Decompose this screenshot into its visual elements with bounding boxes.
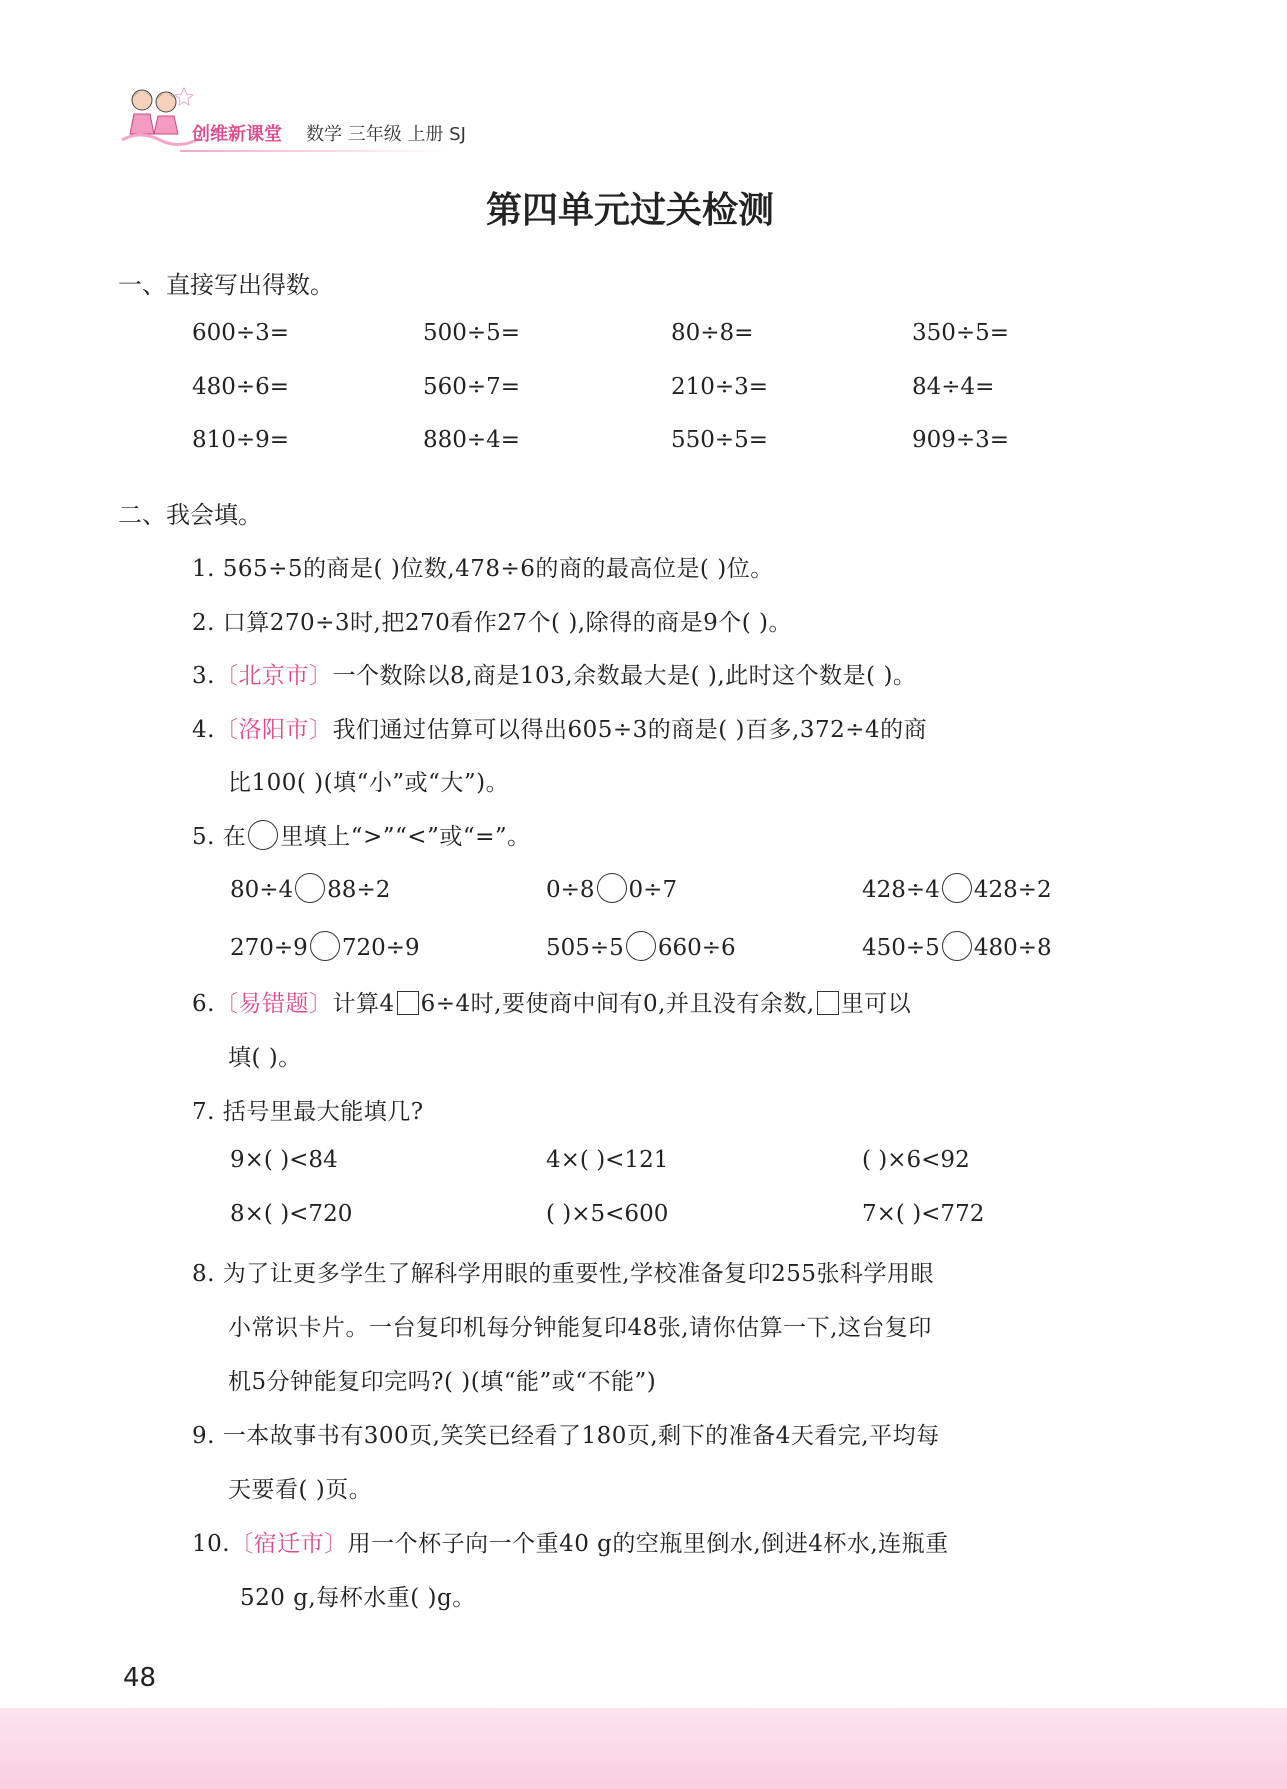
right-expr: 428÷2 [973, 877, 1052, 903]
source-tag: 〔易错题〕 [214, 991, 333, 1017]
brand-name: 创维新课堂 [192, 124, 282, 145]
question-text: 5. 在 [192, 824, 247, 850]
page-header [120, 82, 620, 162]
question-8-line2: 小常识卡片。一台复印机每分钟能复印48张,请你估算一下,这台复印 [228, 1315, 932, 1341]
page-title: 第四单元过关检测 [485, 190, 774, 231]
left-expr: 0÷8 [546, 877, 595, 903]
calc-item: 80÷8= [671, 320, 754, 346]
comparison-item [862, 931, 1052, 961]
question-9: 9. 一本故事书有300页,笑笑已经看了180页,剩下的准备4天看完,平均每 [192, 1423, 940, 1449]
source-tag: 〔洛阳市〕 [214, 717, 333, 743]
question-text: 一个数除以8,商是103,余数最大是( ),此时这个数是( )。 [332, 663, 917, 689]
compare-circle[interactable] [310, 931, 340, 961]
source-tag: 〔宿迁市〕 [230, 1531, 348, 1557]
circle-icon [248, 820, 278, 850]
question-7: 7. 括号里最大能填几? [192, 1099, 424, 1125]
comparison-item [230, 931, 420, 961]
question-text: 里可以 [840, 991, 912, 1017]
page-number: 48 [123, 1663, 157, 1693]
blank-box[interactable] [397, 991, 419, 1015]
right-expr: 88÷2 [327, 877, 391, 903]
left-expr: 450÷5 [862, 935, 940, 961]
calc-item: 210÷3= [671, 374, 769, 400]
question-text: 里填上“>”“<”或“=”。 [280, 824, 531, 850]
inequality-item: 9×( )<84 [230, 1147, 338, 1173]
compare-circle[interactable] [942, 931, 972, 961]
calc-item: 560÷7= [423, 374, 521, 400]
question-3 [192, 657, 916, 690]
question-number: 3. [192, 663, 215, 689]
question-text: 我们通过估算可以得出605÷3的商是( )百多,372÷4的商 [332, 717, 928, 743]
calc-item: 600÷3= [192, 320, 290, 346]
compare-circle[interactable] [295, 873, 325, 903]
inequality-item: ( )×5<600 [546, 1201, 669, 1227]
question-8-line3: 机5分钟能复印完吗?( )(填“能”或“不能”) [228, 1369, 657, 1395]
question-1: 1. 565÷5的商是( )位数,478÷6的商的最高位是( )位。 [192, 556, 774, 582]
comparison-item [230, 873, 390, 903]
question-number: 6. [192, 991, 215, 1017]
comparison-item [862, 873, 1052, 903]
calc-item: 84÷4= [912, 374, 995, 400]
header-divider [180, 150, 450, 152]
right-expr: 660÷6 [657, 935, 736, 961]
compare-circle[interactable] [626, 931, 656, 961]
question-10-line2: 520 g,每杯水重( )g。 [240, 1585, 476, 1611]
inequality-item: ( )×6<92 [862, 1147, 970, 1173]
question-10 [192, 1525, 949, 1558]
source-tag: 〔北京市〕 [214, 663, 333, 689]
question-text: 6÷4时,要使商中间有0,并且没有余数, [420, 991, 815, 1017]
footer-band [0, 1708, 1287, 1789]
compare-circle[interactable] [942, 873, 972, 903]
right-expr: 480÷8 [973, 935, 1052, 961]
compare-circle[interactable] [597, 873, 627, 903]
inequality-item: 7×( )<772 [862, 1201, 985, 1227]
calc-item: 810÷9= [192, 427, 290, 453]
comparison-item [546, 873, 677, 903]
inequality-item: 8×( )<720 [230, 1201, 353, 1227]
right-expr: 720÷9 [341, 935, 420, 961]
question-4-line2: 比100( )(填“小”或“大”)。 [228, 770, 510, 796]
question-5 [192, 818, 531, 851]
section1-heading: 一、直接写出得数。 [118, 271, 334, 299]
question-4 [192, 711, 927, 744]
calc-item: 880÷4= [423, 427, 521, 453]
calc-item: 480÷6= [192, 374, 290, 400]
inequality-item: 4×( )<121 [546, 1147, 669, 1173]
question-6 [192, 985, 911, 1018]
left-expr: 505÷5 [546, 935, 624, 961]
calc-item: 500÷5= [423, 320, 521, 346]
calc-item: 909÷3= [912, 427, 1010, 453]
right-expr: 0÷7 [628, 877, 678, 903]
question-9-line2: 天要看( )页。 [228, 1477, 373, 1503]
calc-item: 550÷5= [671, 427, 769, 453]
book-info: 数学 三年级 上册 SJ [306, 124, 466, 145]
question-text: 计算4 [332, 991, 395, 1017]
comparison-item [546, 931, 736, 961]
question-number: 4. [192, 717, 215, 743]
calc-item: 350÷5= [912, 320, 1010, 346]
blank-box[interactable] [817, 991, 839, 1015]
question-6-line2: 填( )。 [228, 1045, 302, 1071]
question-text: 用一个杯子向一个重40 g的空瓶里倒水,倒进4杯水,连瓶重 [347, 1531, 949, 1557]
section2-heading: 二、我会填。 [118, 501, 262, 529]
question-number: 10. [192, 1531, 231, 1557]
left-expr: 428÷4 [862, 877, 940, 903]
question-8: 8. 为了让更多学生了解科学用眼的重要性,学校准备复印255张科学用眼 [192, 1261, 934, 1287]
left-expr: 80÷4 [230, 877, 294, 903]
question-2: 2. 口算270÷3时,把270看作27个( ),除得的商是9个( )。 [192, 610, 792, 636]
left-expr: 270÷9 [230, 935, 308, 961]
